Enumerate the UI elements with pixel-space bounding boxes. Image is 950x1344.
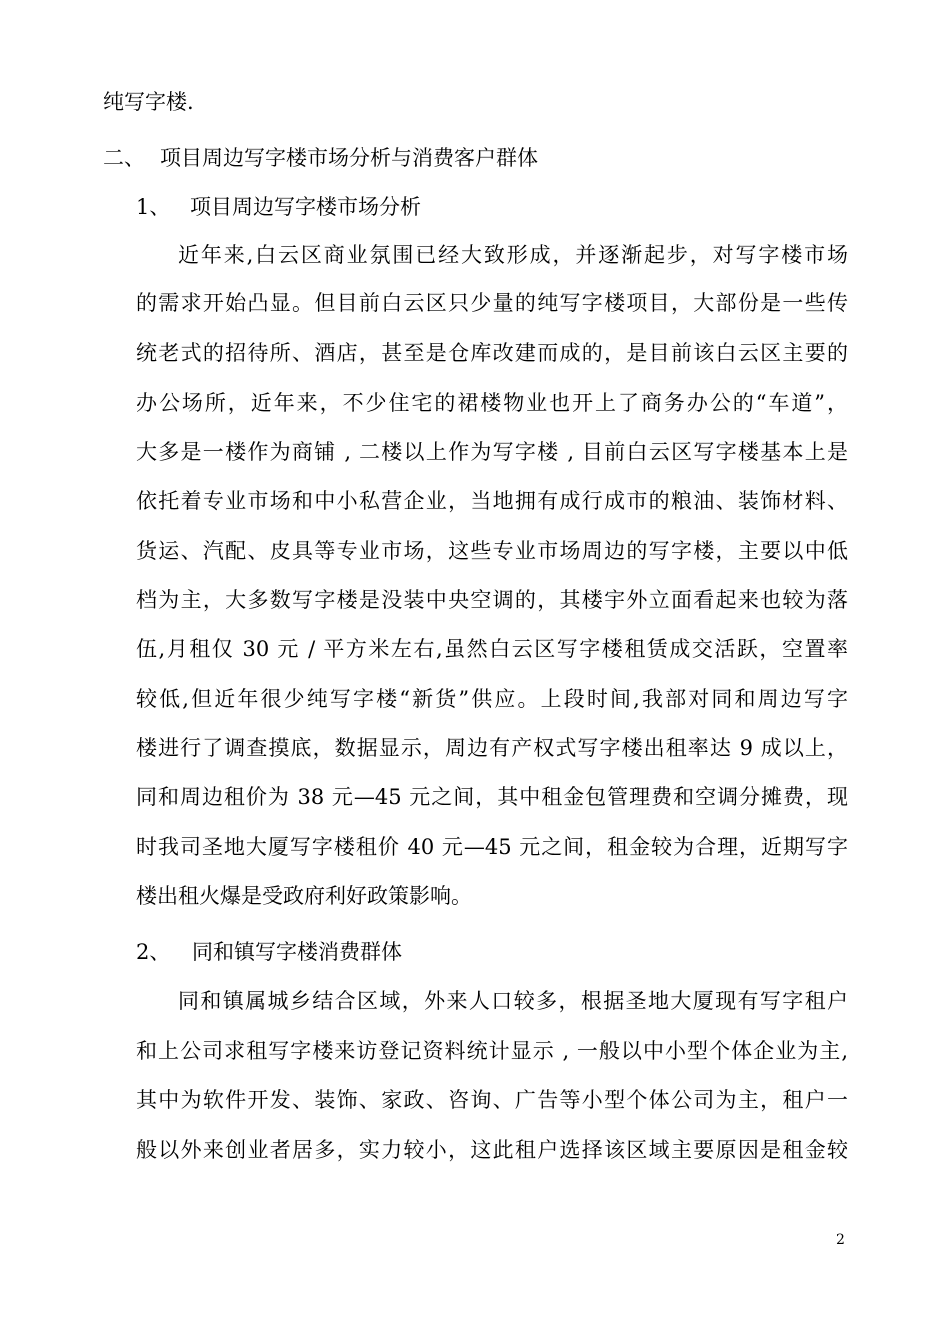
- paragraph-1-line: 楼出租火爆是受政府利好政策影响。: [136, 884, 472, 908]
- section-heading-number: 二、: [103, 146, 145, 170]
- paragraph-1-line: 的需求开始凸显。但目前白云区只少量的纯写字楼项目，大部份是一些传: [136, 291, 848, 315]
- paragraph-2-line: 般以外来创业者居多，实力较小，这此租户选择该区域主要原因是租金较: [136, 1138, 848, 1162]
- paragraph-2-line: 和上公司求租写字楼来访登记资料统计显示 , 一般以中小型个体企业为主,: [136, 1039, 848, 1063]
- section-heading-title: 项目周边写字楼市场分析与消费客户群体: [160, 146, 538, 170]
- paragraph-1-line: 同和周边租价为 38 元—45 元之间，其中租金包管理费和空调分摊费，现: [136, 785, 848, 809]
- subsection-2-number: 2、: [136, 940, 171, 964]
- paragraph-1-line: 货运、汽配、皮具等专业市场，这些专业市场周边的写字楼，主要以中低: [136, 539, 848, 563]
- paragraph-1-line: 依托着专业市场和中小私营企业，当地拥有成行成市的粮油、装饰材料、: [136, 489, 848, 513]
- paragraph-2-line: 同和镇属城乡结合区域，外来人口较多，根据圣地大厦现有写字租户: [178, 989, 848, 1013]
- continuation-line: 纯写字楼.: [103, 90, 194, 114]
- paragraph-1-line: 楼进行了调查摸底，数据显示，周边有产权式写字楼出租率达 9 成以上，: [136, 736, 848, 760]
- paragraph-1-line: 统老式的招待所、酒店，甚至是仓库改建而成的，是目前该白云区主要的: [136, 341, 848, 365]
- paragraph-2-line: 其中为软件开发、装饰、家政、咨询、广告等小型个体公司为主，租户一: [136, 1088, 848, 1112]
- paragraph-1-line: 办公场所，近年来，不少住宅的裙楼物业也开上了商务办公的“车道”，: [136, 391, 848, 415]
- paragraph-1-line: 时我司圣地大厦写字楼租价 40 元—45 元之间，租金较为合理，近期写字: [136, 835, 848, 859]
- subsection-1-title: 项目周边写字楼市场分析: [190, 195, 421, 219]
- paragraph-1-line: 近年来,白云区商业氛围已经大致形成，并逐渐起步，对写字楼市场: [178, 243, 848, 267]
- subsection-2-title: 同和镇写字楼消费群体: [192, 940, 402, 964]
- paragraph-1-line: 档为主，大多数写字楼是没装中央空调的，其楼宇外立面看起来也较为落: [136, 588, 848, 612]
- paragraph-1-line: 大多是一楼作为商铺 , 二楼以上作为写字楼 , 目前白云区写字楼基本上是: [136, 440, 848, 464]
- page-number: 2: [836, 1232, 845, 1248]
- subsection-1-number: 1、: [136, 195, 171, 219]
- paragraph-1-line: 较低,但近年很少纯写字楼“新货”供应。上段时间,我部对同和周边写字: [136, 687, 848, 711]
- paragraph-1-line: 伍,月租仅 30 元 / 平方米左右,虽然白云区写字楼租赁成交活跃，空置率: [136, 637, 848, 661]
